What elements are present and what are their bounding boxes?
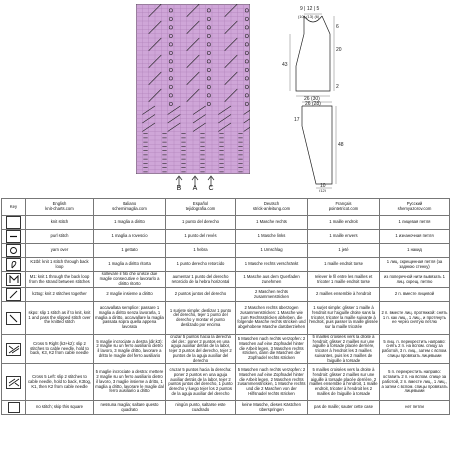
knitting-chart <box>136 4 250 174</box>
key-espanol-cell: cruzar 5 puntos hacia la derecha: poner 2 puntos en una aguja auxiliar detrás de la labor, tejer 2 puntos juntos del derecho, 1 punto derecho y luego tejer los 2 puntos de la aguja auxiliar del derecho <box>166 364 236 401</box>
key-russian-cell: 1 накид <box>380 244 450 258</box>
key-russian-cell: нет петли <box>380 401 450 415</box>
key-francais-cell: 1 maille endroit <box>308 216 380 230</box>
key-espanol-cell: aumentar 1 punto del derecho retorcido de la hebra horizontal <box>166 272 236 288</box>
key-table-row <box>2 216 450 230</box>
key-table-body <box>2 216 450 415</box>
header-english: English knit-charts.com <box>26 199 94 216</box>
key-symbol-cell <box>2 230 26 244</box>
key-espanol-cell: 1 punto del derecho <box>166 216 236 230</box>
yo-symbol-icon <box>6 244 21 257</box>
key-russian-cell: 1 лиц. скрещенная петля (за заднюю стенку) <box>380 258 450 272</box>
key-russian-cell: из поперечной нити вывязать 1 лиц. скрещ. петлю <box>380 272 450 288</box>
key-table-row <box>2 258 450 272</box>
key-italiano-cell: accavallata semplice: passare 1 maglia a diritto senza lavorarla, 1 maglia a diritto, accavallare la maglia passata sopra quella appena lavorata <box>94 302 166 335</box>
key-italiano-cell: nessuna maglia; saltare questo quadrato <box>94 401 166 415</box>
header-espanol: Español tejidografia.com <box>166 199 236 216</box>
key-francais-cell: 1 maille envers <box>308 230 380 244</box>
key-francais-cell: 2 mailles ensemble à l'endroit <box>308 288 380 302</box>
key-russian-cell: 5 лиц. п. перекрестить направо: снять 2 п. на вспом. спицу за работой, 3 п. лиц., затем с вспом. спицы провязать лицевыми <box>380 335 450 364</box>
key-francais-cell: 1 surjet simple: glisser 1 maille à l'endroit sur l'aiguille droite sans la tricoter, tricoter la maille suivante à l'endroit, puis passer la maille glissée sur la maille tricotée <box>308 302 380 335</box>
schem-sleeve-length: 48 <box>338 142 344 148</box>
schem-sleeve-cuff: 10 <box>320 183 326 189</box>
key-deutsch-cell: 2 Maschen rechts zusammenstricken <box>236 288 308 302</box>
ktbl-symbol-icon <box>6 258 21 271</box>
key-deutsch-cell: 2 Maschen rechts überzogen zusammenstricken: 1 Masche wie zum Rechtsstricken abheben, die folgende Masche rechts stricken und abgehobene Masche darüberziehen <box>236 302 308 335</box>
key-russian-cell: 2 п. вместе лицевой <box>380 288 450 302</box>
key-symbol-cell <box>2 302 26 335</box>
schem-top-dims: 9 | 12 | 5 <box>300 6 320 12</box>
schem-armhole: 20 <box>336 47 342 53</box>
m1-symbol-icon <box>6 273 21 286</box>
schem-width: 26 (30) <box>304 96 320 102</box>
key-espanol-cell: 1 hebra <box>166 244 236 258</box>
key-russian-cell: 1 лицевая петля <box>380 216 450 230</box>
key-francais-cell: 1 maille endroit torse <box>308 258 380 272</box>
key-table-row <box>2 288 450 302</box>
key-espanol-cell: 1 surjete simple: deslizar 1 punto del derecho, tejer 1 punto del derecho y montar el punto deslizado por encima <box>166 302 236 335</box>
key-francais-cell: 1 jeté <box>308 244 380 258</box>
schem-sleeve-cuff-2: (12) <box>319 188 327 192</box>
key-table-row <box>2 244 450 258</box>
key-header-row <box>2 199 450 216</box>
key-symbol-cell <box>2 401 26 415</box>
key-italiano-cell: 1 maglia a diritto ritorta <box>94 258 166 272</box>
key-english-cell: M1: knit 1 through the back loop from the strand between stitches <box>26 272 94 288</box>
skp-symbol-icon <box>6 312 21 325</box>
key-italiano-cell: 2 maglie insieme a diritto <box>94 288 166 302</box>
pattern-figure <box>0 0 450 196</box>
key-russian-cell: 5 п. перекрестить направо: оставить 2 п. на вспом. спице за работой, 2 п. вместе лиц., 1 лиц., а затем с вспом. спицы провязать лицевыми <box>380 364 450 401</box>
schem-sleeve-cap: 17 <box>294 117 300 123</box>
key-russian-cell: 2 п. вместе лиц. протяжкой: снять 1 п. как лиц., 1 лиц., и протянуть ее через снятую петлю <box>380 302 450 335</box>
key-russian-cell: 1 изнаночная петля <box>380 230 450 244</box>
chart-start-arrows <box>173 174 219 196</box>
key-francais-cell: 5 mailles croisées vers la droite à l'endroit: glisser 2 mailles sur une aiguille à torsade placée derrière, 2 mailles ensemble à l'endroit, 1 maille endroit, tricoter à l'endroit les 2 mailles de l'aiguille à torsade <box>308 364 380 401</box>
key-espanol-cell: cruzar 5 puntos hacia la derecha del der.: poner 2 puntos en una aguja auxiliar detrás de la labor, tejer 3 puntos del derecho, tejer 2 puntos de la aguja auxiliar del derecho <box>166 335 236 364</box>
key-table-row <box>2 401 450 415</box>
dash-symbol-icon <box>6 230 21 243</box>
nostitch-symbol-icon <box>8 402 20 413</box>
header-key: Key <box>2 199 26 216</box>
key-table-row <box>2 302 450 335</box>
header-italiano: Italiano schemimaglia.com <box>94 199 166 216</box>
c5r-symbol-icon <box>6 343 21 356</box>
schem-sleeve-top: 26 (28) <box>305 101 321 107</box>
key-symbol-cell <box>2 258 26 272</box>
key-symbol-cell <box>2 244 26 258</box>
arrow-label-b: B <box>176 185 182 192</box>
key-table-row <box>2 230 450 244</box>
schem-neck-depth: 6 <box>336 24 339 30</box>
key-deutsch-cell: keine Masche, dieses Kästchen überspringen <box>236 401 308 415</box>
blank-symbol-icon <box>6 216 21 229</box>
header-deutsch: Deutsch strick-anleitung.com <box>236 199 308 216</box>
key-deutsch-cell: 5 Maschen nach rechts verzopfen: 2 Maschen auf eine Zopfnadel hinter die Arbeit legen, 2 Maschen rechts zusammenstricken, 1 Masche rechts und die 2 Maschen von der Hilfsnadel rechts stricken <box>236 364 308 401</box>
stitch-key-table <box>1 198 450 415</box>
key-italiano-cell: 5 maglie incrociate a destra: mettere 2 maglie su un ferro ausiliario dietro il lavoro, 3 maglie insieme a dritto, 1 maglia a dritto, lavorare le maglie dal ferro ausiliario a dritto <box>94 364 166 401</box>
key-deutsch-cell: 1 Masche aus dem Querfaden zunehmen <box>236 272 308 288</box>
key-italiano-cell: 1 maglia a diritto <box>94 216 166 230</box>
key-deutsch-cell: 1 Umschlag <box>236 244 308 258</box>
key-english-cell: purl stitch <box>26 230 94 244</box>
key-english-cell: Cross 5 Right (k3+k2): slip 2 stitches to cable needle, hold to back, K3, K2 from cable needle <box>26 335 94 364</box>
key-table-row <box>2 364 450 401</box>
arrow-label-c: C <box>208 185 214 192</box>
key-english-cell: yarn over <box>26 244 94 258</box>
schem-top-dims-2: (10) (13) (6) <box>298 14 320 19</box>
schem-side-length: 2 <box>336 84 339 90</box>
key-deutsch-cell: 1 Masche links <box>236 230 308 244</box>
key-deutsch-cell: 1 Masche rechts <box>236 216 308 230</box>
key-symbol-cell <box>2 335 26 364</box>
key-francais-cell: 5 mailles croisées vers la droite à l'endroit: glisser 2 mailles sur une aiguille à torsade placée derrière, tricoter à l'endroit les 3 mailles suivantes, puis les 2 mailles de l'aiguille à torsade <box>308 335 380 364</box>
key-deutsch-cell: 1 Masche rechts verschränkt <box>236 258 308 272</box>
key-italiano-cell: 1 maglia a rovescio <box>94 230 166 244</box>
key-espanol-cell: 1 punto derecho retorcido <box>166 258 236 272</box>
garment-schematic <box>260 6 430 192</box>
key-italiano-cell: 1 gettato <box>94 244 166 258</box>
key-english-cell: knit stitch <box>26 216 94 230</box>
k2tog-symbol-icon <box>6 288 21 301</box>
header-francais: Français pointetricot.com <box>308 199 380 216</box>
schem-body-length: 43 <box>282 62 288 68</box>
header-russian: Русский shemyazorov.com <box>380 199 450 216</box>
key-symbol-cell <box>2 288 26 302</box>
key-english-cell: k2tog: knit 2 stitches together <box>26 288 94 302</box>
c5l-symbol-icon <box>6 376 21 389</box>
key-symbol-cell <box>2 216 26 230</box>
key-english-cell: skpo: slip 1 stitch as if to knit, knit 1 and pass the slipped stitch over the knitted stitch <box>26 302 94 335</box>
key-english-cell: Cross 5 Left: slip 2 stitches to cable needle, hold to back, K3tog, K1, then K2 from cable needle <box>26 364 94 401</box>
key-italiano-cell: 5 maglie incrociate a destra (dir.k3): 2 maglie su un ferro ausiliario dietro il lavoro, 3 maglie dritto, lavorare a dritto le maglie del ferro ausiliario <box>94 335 166 364</box>
key-deutsch-cell: 5 Maschen nach rechts verzopfen: 2 Maschen auf eine Zopfnadel hinter die Arbeit legen, 3 Maschen rechts stricken, dann die Maschen der Zopfnadel rechts stricken <box>236 335 308 364</box>
key-english-cell: K1tbl: knit 1 stitch through back loop <box>26 258 94 272</box>
key-espanol-cell: 1 punto del revés <box>166 230 236 244</box>
key-espanol-cell: ningún punto, saltarse este cuadrado <box>166 401 236 415</box>
arrow-label-a: A <box>192 185 198 192</box>
key-francais-cell: relever le fil entre les mailles et tricoter 1 maille endroit torse <box>308 272 380 288</box>
key-table-row <box>2 335 450 364</box>
key-symbol-cell <box>2 272 26 288</box>
key-espanol-cell: 2 puntos juntos del derecho <box>166 288 236 302</box>
key-table-row <box>2 272 450 288</box>
key-italiano-cell: sollevare il filo che unisce due maglie consecutive e lavorarlo a diritto ritorto <box>94 272 166 288</box>
key-english-cell: no stitch; skip this square <box>26 401 94 415</box>
key-francais-cell: pas de maille; sauter cette case <box>308 401 380 415</box>
key-symbol-cell <box>2 364 26 401</box>
